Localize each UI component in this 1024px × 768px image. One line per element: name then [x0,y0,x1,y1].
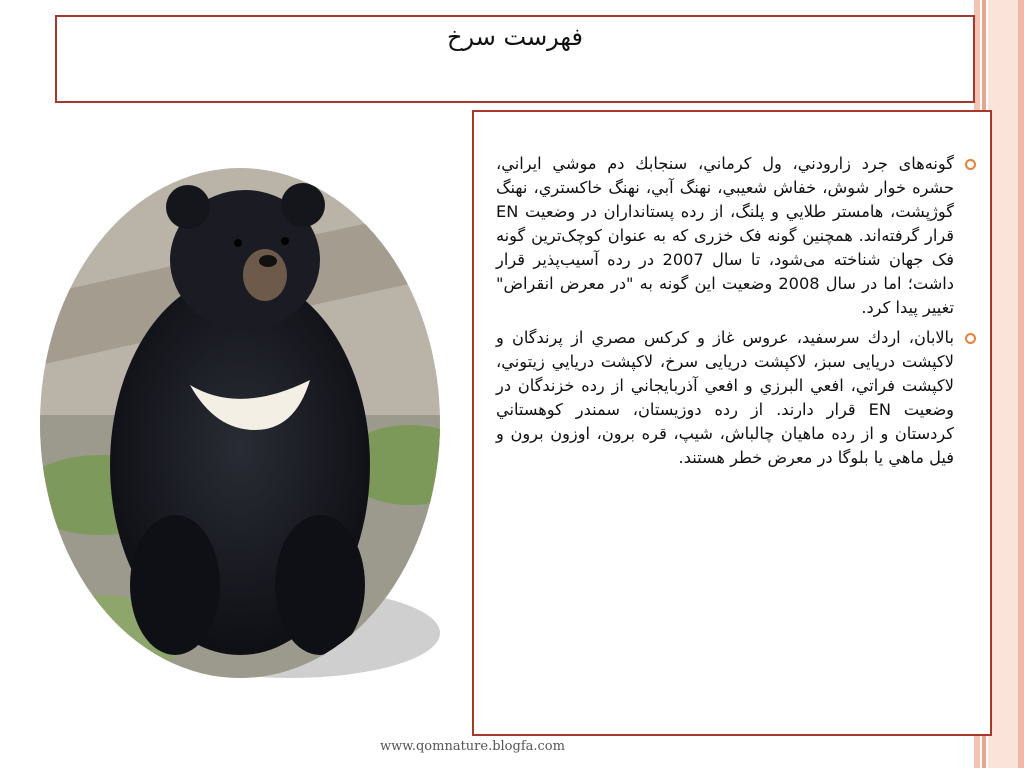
title-box [55,15,975,103]
bullet-text: گونه‌های جرد زارودني، ول كرماني، سنجابك دم موشي ايراني، حشره خوار شوش، خفاش شعيبي، نهنگ آبي، نهنگ خاكستري، نهنگ گوژپشت، هامستر طلايي و پلنگ، از رده پستانداران در وضعيت EN قرار گرفته‌اند. همچنین گونه فک خزری که به عنوان کوچک‌ترین گونه فک جهان شناخته می‌شود، تا سال 2007 در رده آسیب‌پذیر قرار داشت؛ اما در سال 2008 وضعیت این گونه به "در معرض انقراض" تغییر پیدا کرد. [496,154,954,317]
slide-title: فهرست سرخ [447,23,583,51]
bullet-item [496,326,976,470]
content-box [472,110,992,736]
bear-image [40,165,450,685]
bear-photo [40,165,450,685]
bullet-icon [965,159,976,170]
bullet-item [496,152,976,320]
bullet-text: بالابان، اردك سرسفيد، عروس غاز و كركس مصري از پرندگان و لاکپشت دریایی سبز، لاکپشت دریایی سرخ، لاكپشت دريايي زيتوني، لاكپشت فراتي، افعي البرزي و افعي آذربايجاني از رده خزندگان در وضعيت EN قرار دارند. از رده دوزيستان، سمندر كوهستاني كردستان و از رده ماهيان چالباش، شيپ، قره برون، اوزون برون و فيل ماهي يا بلوگا در معرض خطر هستند. [496,328,955,467]
bullet-list [496,152,976,476]
footer-url[interactable]: www.qomnature.blogfa.com [380,739,565,754]
bullet-icon [965,333,976,344]
